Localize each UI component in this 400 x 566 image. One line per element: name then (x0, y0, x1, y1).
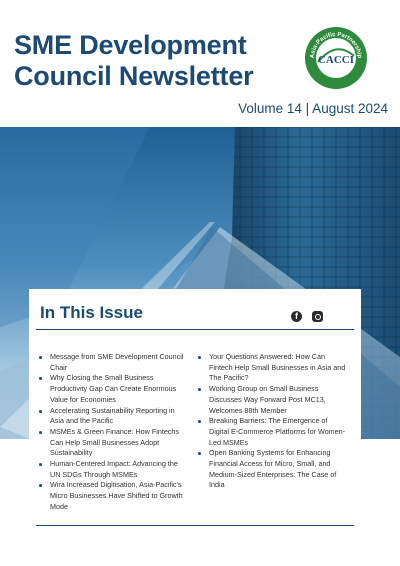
list-item[interactable]: Message from SME Development Council Chair (38, 352, 190, 373)
volume-date: Volume 14 | August 2024 (238, 101, 388, 116)
list-item[interactable]: Working Group on Small Business Discusses Way Forward Post MC13, Welcomes 88th Member (197, 384, 349, 416)
list-item[interactable]: Open Banking Systems for Enhancing Financial Access for Micro, Small, and Medium-Sized Enterprises: The Case of India (197, 448, 349, 491)
logo-initials: CACCI (317, 54, 355, 66)
title-line-1: SME Development (14, 30, 247, 60)
logo-arc-text: Asia-Pacific Partnership (309, 31, 363, 59)
newsletter-title (14, 30, 253, 92)
issue-list-left (38, 352, 190, 513)
in-this-issue-panel (29, 289, 361, 566)
list-item[interactable]: Accelerating Sustainability Reporting in Asia and the Pacific (38, 406, 190, 427)
divider-bottom (36, 525, 354, 526)
list-item[interactable]: Human-Centered Impact: Advancing the UN SDGs Through MSMEs (38, 459, 190, 480)
logo-since-text: Since 1966 (321, 69, 351, 80)
facebook-icon[interactable]: f (291, 311, 302, 322)
instagram-icon[interactable] (312, 311, 323, 322)
divider-top (36, 329, 354, 330)
title-line-2: Council Newsletter (14, 61, 254, 91)
list-item[interactable]: Wira Increased Digitisation, Asia-Pacific's Micro Businesses Have Shifted to Growth Mode (38, 480, 190, 512)
list-item[interactable]: Your Questions Answered: How Can Fintech Help Small Businesses in Asia and The Pacific? (197, 352, 349, 384)
list-item[interactable]: MSMEs & Green Finance: How Fintechs Can Help Small Businesses Adopt Sustainability (38, 427, 190, 459)
list-item[interactable]: Breaking Barriers: The Emergence of Digital E-Commerce Platforms for Women-Led MSMEs (197, 416, 349, 448)
issue-list-right (197, 352, 349, 491)
in-this-issue-heading: In This Issue (40, 303, 143, 322)
list-item[interactable]: Why Closing the Small Business Productivity Gap Can Create Enormous Value for Economies (38, 373, 190, 405)
cacci-logo (304, 26, 368, 90)
